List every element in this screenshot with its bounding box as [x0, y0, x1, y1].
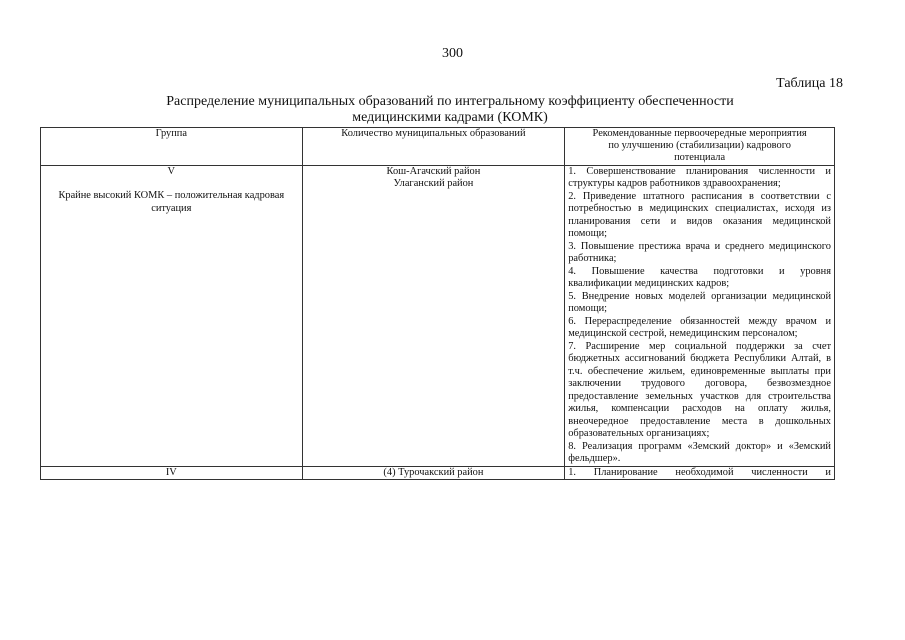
measure-item: 8. Реализация программ «Земский доктор» и «Земский фельдшер».: [568, 440, 831, 465]
title-line-1: Распределение муниципальных образований по интегральному коэффициенту обеспеченности: [166, 94, 734, 109]
komk-table: [40, 127, 835, 480]
measure-item: 6. Перераспределение обязанностей между врачом и медицинской сестрой, немедицинским персоналом;: [568, 315, 831, 340]
districts-cell: [302, 165, 565, 466]
table-title: [100, 94, 800, 126]
header-measures: Рекомендованные первоочередные мероприятия по улучшению (стабилизации) кадрового потенциала: [565, 128, 835, 166]
measure-item: 4. Повышение качества подготовки и уровня квалификации медицинских кадров;: [568, 265, 831, 290]
measure-item: 2. Приведение штатного расписания в соответствии с потребностью в медицинских специалистах, исходя из планирования сети и видов оказания медицинской помощи;: [568, 190, 831, 240]
table-label: Таблица 18: [776, 76, 843, 91]
page-number: 300: [442, 46, 463, 61]
districts-cell: [302, 466, 565, 480]
title-line-2: медицинскими кадрами (КОМК): [352, 110, 548, 125]
measure-item: 1. Совершенствование планирования численности и структуры кадров работников здравоохранения;: [568, 165, 831, 190]
measure-item: 1. Планирование необходимой численности и: [568, 466, 831, 478]
group-cell: [41, 165, 303, 466]
group-number: V: [167, 165, 176, 177]
measure-item: 3. Повышение престижа врача и среднего медицинского работника;: [568, 240, 831, 265]
group-description: Крайне высокий КОМК – положительная кадровая ситуация: [58, 190, 285, 214]
table-row: [41, 165, 835, 466]
measure-item: 5. Внедрение новых моделей организации медицинской помощи;: [568, 290, 831, 315]
district-name: Улаганский район: [393, 178, 474, 190]
table-row: [41, 466, 835, 480]
district-name: (4) Турочакский район: [383, 466, 484, 478]
measures-cell: [565, 466, 835, 480]
header-group: Группа: [41, 128, 303, 166]
group-cell: [41, 466, 303, 480]
measures-cell: [565, 165, 835, 466]
district-name: Кош-Агачский район: [386, 165, 481, 177]
measure-item: 7. Расширение мер социальной поддержки за счет бюджетных ассигнований бюджета Республики Алтай, в т.ч. обеспечение жильем, единовременные выплаты при заключении трудового договора, безвозмездное предоставление земельных участков для строительства жилья, компенсации расходов на оплату жилья, внеочередное предоставление места в дошкольных образовательных организациях;: [568, 340, 831, 440]
header-count: Количество муниципальных образований: [302, 128, 565, 166]
header-row: [41, 128, 835, 166]
group-number: IV: [165, 466, 177, 478]
